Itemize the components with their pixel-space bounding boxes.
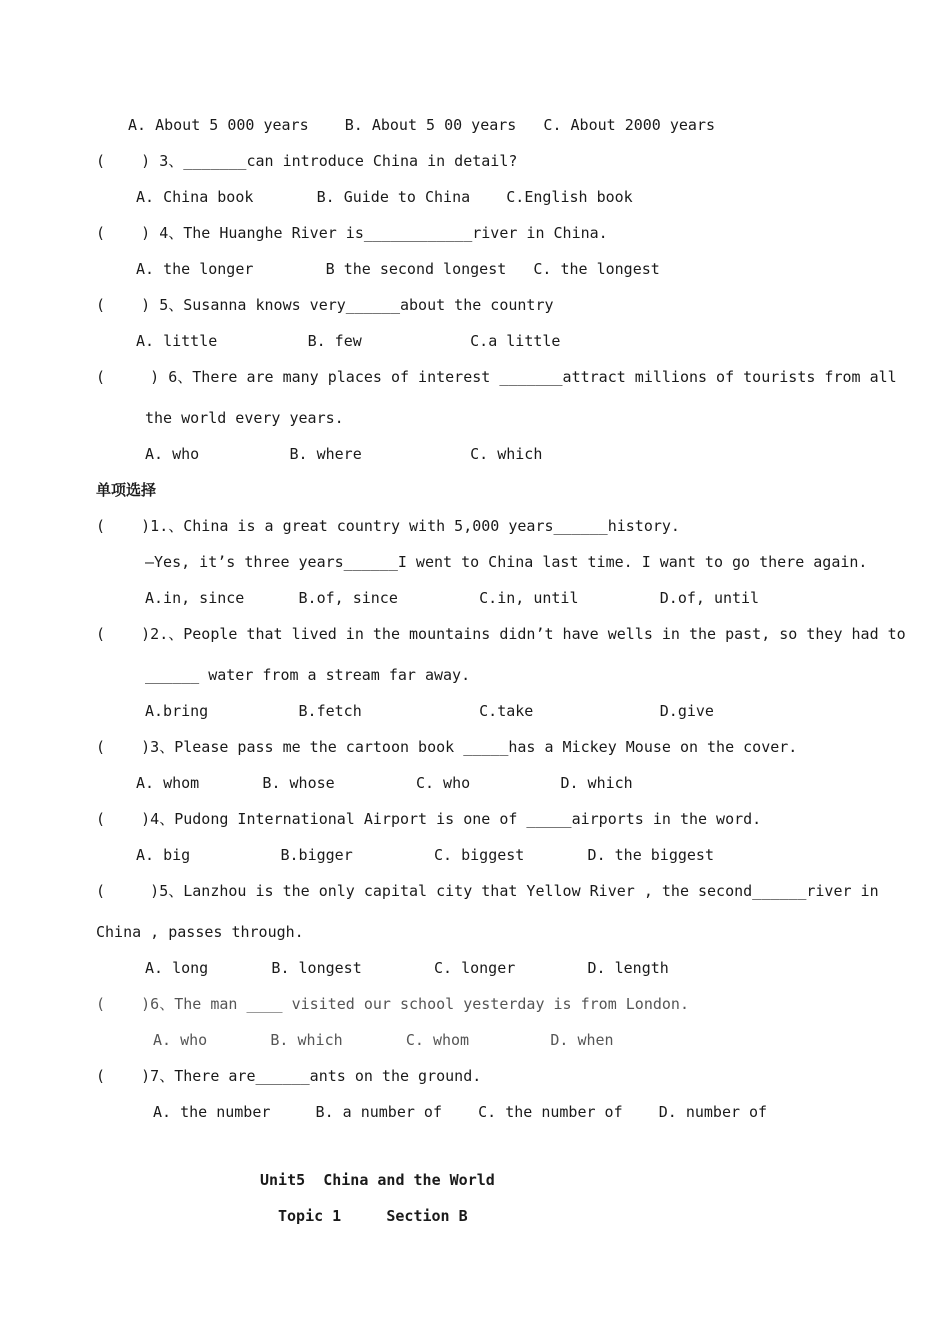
mc-question-2: ( )2.、People that lived in the mountains didn’t have wells in the past, so they had to [96, 625, 906, 643]
q3-options: A. China book B. Guide to China C.English book [136, 188, 633, 206]
mc-q6-options: A. who B. which C. whom D. when [153, 1031, 614, 1049]
mc-q4-options: A. big B.bigger C. biggest D. the biggest [136, 846, 714, 864]
topic-section-title: Topic 1 Section B [278, 1207, 468, 1225]
question-5: ( ) 5、Susanna knows very______about the country [96, 296, 554, 314]
mc-question-7: ( )7、There are______ants on the ground. [96, 1067, 482, 1085]
question-4: ( ) 4、The Huanghe River is____________river in China. [96, 224, 608, 242]
mc-question-5-cont: China , passes through. [96, 923, 304, 941]
mc-question-3: ( )3、Please pass me the cartoon book _____has a Mickey Mouse on the cover. [96, 738, 798, 756]
q4-options: A. the longer B the second longest C. the longest [136, 260, 660, 278]
mc-question-5: ( )5、Lanzhou is the only capital city that Yellow River , the second______river in [96, 882, 879, 900]
mc-question-6: ( )6、The man ____ visited our school yesterday is from London. [96, 995, 689, 1013]
unit-title: Unit5 China and the World [260, 1171, 495, 1189]
mc-q7-options: A. the number B. a number of C. the number of D. number of [153, 1103, 768, 1121]
mc-q2-options: A.bring B.fetch C.take D.give [145, 702, 714, 720]
q6-options: A. who B. where C. which [145, 445, 543, 463]
q2-options: A. About 5 000 years B. About 5 00 years C. About 2000 years [128, 116, 715, 134]
question-6-cont: the world every years. [145, 409, 344, 427]
mc-question-2-cont: ______ water from a stream far away. [145, 666, 471, 684]
question-3: ( ) 3、_______can introduce China in detail? [96, 152, 518, 170]
mc-question-4: ( )4、Pudong International Airport is one of _____airports in the word. [96, 810, 762, 828]
mc-q5-options: A. long B. longest C. longer D. length [145, 959, 669, 977]
q5-options: A. little B. few C.a little [136, 332, 561, 350]
mc-question-1: ( )1.、China is a great country with 5,000 years______history. [96, 517, 680, 535]
mc-question-1-cont: —Yes, it’s three years______I went to China last time. I want to go there again. [145, 553, 868, 571]
mc-q1-options: A.in, since B.of, since C.in, until D.of, until [145, 589, 760, 607]
section-heading: 单项选择 [96, 481, 157, 499]
question-6: ( ) 6、There are many places of interest _______attract millions of tourists from all [96, 368, 897, 386]
mc-q3-options: A. whom B. whose C. who D. which [136, 774, 633, 792]
